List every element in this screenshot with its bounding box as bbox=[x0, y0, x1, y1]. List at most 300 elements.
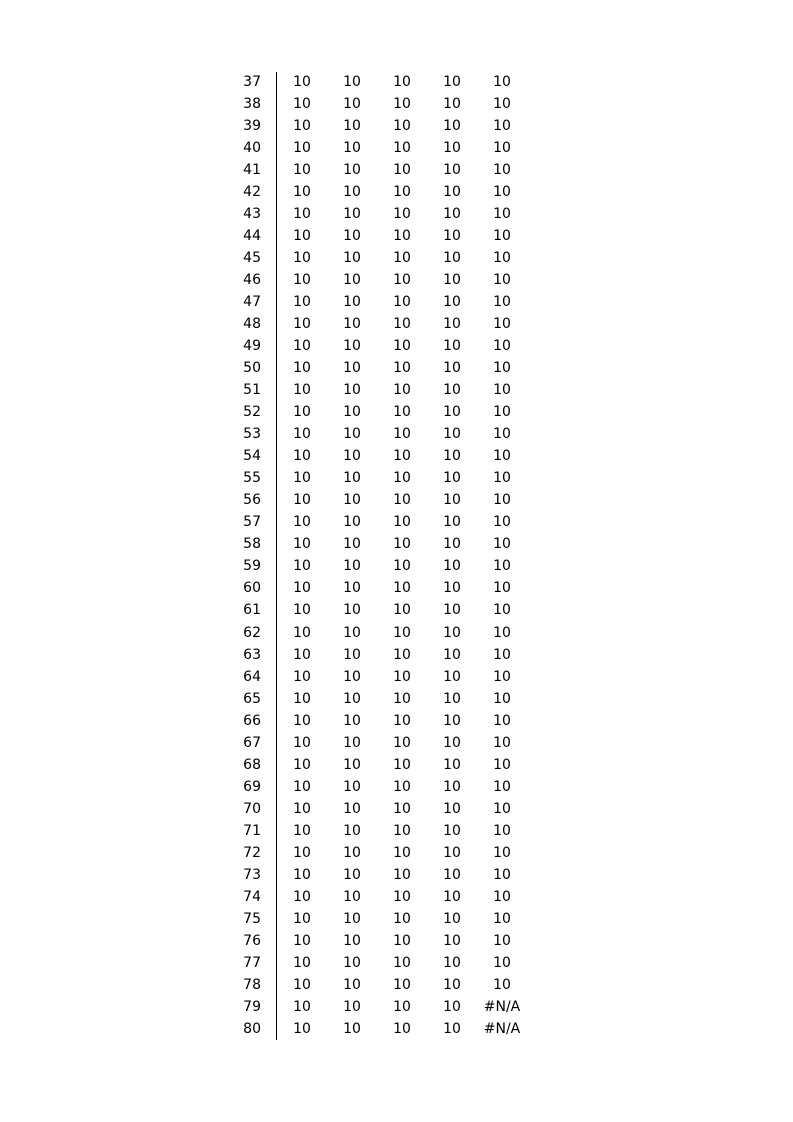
table-cell: 10 bbox=[343, 646, 361, 663]
table-cell: 10 bbox=[343, 74, 361, 90]
table-row bbox=[230, 269, 550, 291]
table-cell: 10 bbox=[393, 932, 411, 949]
table-cell: 10 bbox=[293, 96, 311, 113]
row-number: 73 bbox=[243, 866, 261, 883]
table-cell: 10 bbox=[443, 448, 461, 465]
row-number: 43 bbox=[243, 206, 261, 223]
row-number: 76 bbox=[243, 932, 261, 949]
table-cell: 10 bbox=[443, 800, 461, 817]
row-number: 72 bbox=[243, 844, 261, 861]
table-cell: 10 bbox=[343, 866, 361, 883]
table-row bbox=[230, 776, 550, 798]
table-row bbox=[230, 732, 550, 754]
table-cell: 10 bbox=[343, 118, 361, 135]
table-cell: 10 bbox=[343, 976, 361, 993]
table-cell: 10 bbox=[343, 734, 361, 751]
table-cell: 10 bbox=[343, 470, 361, 487]
row-number: 56 bbox=[243, 492, 261, 509]
table-cell: 10 bbox=[493, 668, 511, 685]
table-cell: 10 bbox=[493, 976, 511, 993]
table-cell: 10 bbox=[493, 822, 511, 839]
table-cell: 10 bbox=[293, 866, 311, 883]
row-number: 46 bbox=[243, 272, 261, 289]
table-cell: 10 bbox=[393, 844, 411, 861]
row-number: 79 bbox=[243, 998, 261, 1015]
row-number: 53 bbox=[243, 426, 261, 443]
table-cell: 10 bbox=[293, 602, 311, 619]
table-cell: 10 bbox=[293, 382, 311, 399]
table-cell: 10 bbox=[293, 932, 311, 949]
table-cell: 10 bbox=[493, 118, 511, 135]
table-cell: 10 bbox=[493, 888, 511, 905]
table-cell: 10 bbox=[393, 492, 411, 509]
table-cell: 10 bbox=[493, 316, 511, 333]
table-cell: 10 bbox=[293, 272, 311, 289]
row-number: 40 bbox=[243, 140, 261, 157]
table-cell: #N/A bbox=[483, 998, 521, 1015]
row-number: 69 bbox=[243, 778, 261, 795]
table-cell: 10 bbox=[493, 734, 511, 751]
table-cell: 10 bbox=[493, 184, 511, 201]
table-row bbox=[230, 974, 550, 996]
table-cell: 10 bbox=[393, 646, 411, 663]
table-row bbox=[230, 181, 550, 203]
table-row bbox=[230, 313, 550, 335]
table-cell: 10 bbox=[293, 734, 311, 751]
table-cell: 10 bbox=[443, 734, 461, 751]
table-cell: 10 bbox=[293, 844, 311, 861]
table-row bbox=[230, 401, 550, 423]
row-number: 70 bbox=[243, 800, 261, 817]
table-cell: 10 bbox=[393, 778, 411, 795]
table-cell: 10 bbox=[443, 316, 461, 333]
table-cell: 10 bbox=[393, 822, 411, 839]
table-cell: 10 bbox=[343, 580, 361, 597]
table-cell: 10 bbox=[443, 338, 461, 355]
table-cell: 10 bbox=[393, 624, 411, 641]
row-number: 66 bbox=[243, 712, 261, 729]
table-cell: 10 bbox=[343, 426, 361, 443]
table-cell: 10 bbox=[493, 800, 511, 817]
table-cell: 10 bbox=[293, 690, 311, 707]
table-row bbox=[230, 203, 550, 225]
table-cell: 10 bbox=[393, 998, 411, 1015]
table-cell: 10 bbox=[343, 932, 361, 949]
table-cell: 10 bbox=[293, 338, 311, 355]
table-cell: 10 bbox=[493, 910, 511, 927]
row-number: 62 bbox=[243, 624, 261, 641]
table-cell: 10 bbox=[343, 382, 361, 399]
table-cell: 10 bbox=[343, 162, 361, 179]
table-cell: 10 bbox=[393, 404, 411, 421]
table-cell: 10 bbox=[443, 404, 461, 421]
row-number: 37 bbox=[243, 74, 261, 90]
table-cell: 10 bbox=[443, 756, 461, 773]
table-row bbox=[230, 908, 550, 930]
table-cell: 10 bbox=[443, 954, 461, 971]
table-row bbox=[230, 511, 550, 533]
table-cell: 10 bbox=[293, 888, 311, 905]
table-cell: 10 bbox=[443, 294, 461, 311]
table-cell: 10 bbox=[443, 74, 461, 90]
table-cell: 10 bbox=[393, 140, 411, 157]
table-row bbox=[230, 159, 550, 181]
table-cell: 10 bbox=[343, 778, 361, 795]
table-cell: 10 bbox=[493, 558, 511, 575]
table-cell: 10 bbox=[493, 228, 511, 245]
row-number: 75 bbox=[243, 910, 261, 927]
table-cell: 10 bbox=[293, 998, 311, 1015]
table-cell: 10 bbox=[343, 404, 361, 421]
table-cell: 10 bbox=[393, 866, 411, 883]
table-cell: 10 bbox=[493, 690, 511, 707]
row-number: 80 bbox=[243, 1020, 261, 1037]
table-cell: 10 bbox=[443, 492, 461, 509]
table-cell: 10 bbox=[443, 536, 461, 553]
row-number: 58 bbox=[243, 536, 261, 553]
table-cell: 10 bbox=[293, 492, 311, 509]
row-number: 39 bbox=[243, 118, 261, 135]
table-cell: 10 bbox=[293, 250, 311, 267]
table-row bbox=[230, 754, 550, 776]
table-cell: 10 bbox=[293, 184, 311, 201]
table-cell: 10 bbox=[493, 250, 511, 267]
table-cell: 10 bbox=[343, 558, 361, 575]
table-row bbox=[230, 445, 550, 467]
table-cell: 10 bbox=[343, 338, 361, 355]
table-cell: 10 bbox=[443, 998, 461, 1015]
table-row bbox=[230, 423, 550, 445]
table-cell: 10 bbox=[393, 294, 411, 311]
table-cell: 10 bbox=[393, 734, 411, 751]
table-cell: 10 bbox=[443, 1020, 461, 1037]
table-cell: 10 bbox=[443, 602, 461, 619]
table-cell: 10 bbox=[393, 756, 411, 773]
table-cell: 10 bbox=[443, 184, 461, 201]
row-number: 55 bbox=[243, 470, 261, 487]
table-cell: 10 bbox=[443, 162, 461, 179]
table-cell: 10 bbox=[293, 426, 311, 443]
table-cell: 10 bbox=[493, 602, 511, 619]
table-row bbox=[230, 555, 550, 577]
table-row bbox=[230, 225, 550, 247]
table-cell: 10 bbox=[343, 492, 361, 509]
table-cell: 10 bbox=[293, 206, 311, 223]
table-cell: 10 bbox=[393, 316, 411, 333]
table-cell: 10 bbox=[393, 250, 411, 267]
table-cell: 10 bbox=[393, 228, 411, 245]
table-row bbox=[230, 489, 550, 511]
table-cell: 10 bbox=[493, 140, 511, 157]
table-cell: 10 bbox=[393, 558, 411, 575]
row-number: 52 bbox=[243, 404, 261, 421]
row-number: 59 bbox=[243, 558, 261, 575]
table-cell: 10 bbox=[343, 360, 361, 377]
table-cell: #N/A bbox=[483, 1020, 521, 1037]
table-cell: 10 bbox=[293, 514, 311, 531]
table-cell: 10 bbox=[443, 668, 461, 685]
table-row bbox=[230, 467, 550, 489]
table-cell: 10 bbox=[293, 976, 311, 993]
table-cell: 10 bbox=[343, 602, 361, 619]
table-cell: 10 bbox=[293, 580, 311, 597]
table-cell: 10 bbox=[343, 514, 361, 531]
table-cell: 10 bbox=[493, 294, 511, 311]
table-cell: 10 bbox=[493, 624, 511, 641]
table-cell: 10 bbox=[443, 140, 461, 157]
table-cell: 10 bbox=[293, 822, 311, 839]
table-cell: 10 bbox=[443, 228, 461, 245]
table-cell: 10 bbox=[293, 294, 311, 311]
table-cell: 10 bbox=[293, 316, 311, 333]
table-cell: 10 bbox=[343, 822, 361, 839]
table-cell: 10 bbox=[293, 910, 311, 927]
row-number: 65 bbox=[243, 690, 261, 707]
table-row bbox=[230, 533, 550, 555]
table-cell: 10 bbox=[393, 690, 411, 707]
table-cell: 10 bbox=[343, 140, 361, 157]
row-number: 67 bbox=[243, 734, 261, 751]
table-cell: 10 bbox=[293, 668, 311, 685]
table-cell: 10 bbox=[493, 404, 511, 421]
table-cell: 10 bbox=[343, 668, 361, 685]
table-cell: 10 bbox=[393, 206, 411, 223]
row-number: 41 bbox=[243, 162, 261, 179]
table-cell: 10 bbox=[293, 536, 311, 553]
table-cell: 10 bbox=[493, 360, 511, 377]
table-cell: 10 bbox=[293, 1020, 311, 1037]
table-cell: 10 bbox=[293, 558, 311, 575]
table-cell: 10 bbox=[343, 536, 361, 553]
table-row bbox=[230, 886, 550, 908]
table-row bbox=[230, 115, 550, 137]
table-cell: 10 bbox=[393, 910, 411, 927]
table-cell: 10 bbox=[343, 448, 361, 465]
row-number: 68 bbox=[243, 756, 261, 773]
table-cell: 10 bbox=[293, 228, 311, 245]
table-cell: 10 bbox=[493, 96, 511, 113]
table-row bbox=[230, 996, 550, 1018]
row-number: 61 bbox=[243, 602, 261, 619]
table-cell: 10 bbox=[393, 470, 411, 487]
table-cell: 10 bbox=[443, 514, 461, 531]
table-cell: 10 bbox=[293, 404, 311, 421]
row-number: 57 bbox=[243, 514, 261, 531]
table-cell: 10 bbox=[443, 470, 461, 487]
table-cell: 10 bbox=[443, 844, 461, 861]
table-cell: 10 bbox=[393, 360, 411, 377]
table-cell: 10 bbox=[393, 96, 411, 113]
table-row bbox=[230, 93, 550, 115]
table-cell: 10 bbox=[443, 580, 461, 597]
table-cell: 10 bbox=[393, 514, 411, 531]
table-row bbox=[230, 688, 550, 710]
table-row bbox=[230, 137, 550, 159]
table-cell: 10 bbox=[393, 272, 411, 289]
table-cell: 10 bbox=[343, 954, 361, 971]
row-number: 45 bbox=[243, 250, 261, 267]
table-cell: 10 bbox=[443, 866, 461, 883]
row-number: 54 bbox=[243, 448, 261, 465]
table-row bbox=[230, 379, 550, 401]
table-cell: 10 bbox=[393, 74, 411, 90]
table-cell: 10 bbox=[443, 712, 461, 729]
table-row bbox=[230, 842, 550, 864]
table-cell: 10 bbox=[493, 536, 511, 553]
table-cell: 10 bbox=[293, 470, 311, 487]
row-number: 47 bbox=[243, 294, 261, 311]
table-cell: 10 bbox=[393, 668, 411, 685]
table-cell: 10 bbox=[443, 250, 461, 267]
table-row bbox=[230, 644, 550, 666]
table-cell: 10 bbox=[493, 514, 511, 531]
table-cell: 10 bbox=[393, 1020, 411, 1037]
table-cell: 10 bbox=[443, 118, 461, 135]
table-cell: 10 bbox=[493, 338, 511, 355]
table-cell: 10 bbox=[343, 910, 361, 927]
row-number: 42 bbox=[243, 184, 261, 201]
table-cell: 10 bbox=[343, 250, 361, 267]
table-row bbox=[230, 798, 550, 820]
table-cell: 10 bbox=[293, 954, 311, 971]
table-cell: 10 bbox=[393, 338, 411, 355]
table-cell: 10 bbox=[343, 96, 361, 113]
table-cell: 10 bbox=[393, 426, 411, 443]
table-cell: 10 bbox=[393, 184, 411, 201]
table-cell: 10 bbox=[293, 778, 311, 795]
table-cell: 10 bbox=[293, 624, 311, 641]
table-row bbox=[230, 864, 550, 886]
row-number: 38 bbox=[243, 96, 261, 113]
table-cell: 10 bbox=[343, 316, 361, 333]
table-row bbox=[230, 335, 550, 357]
table-row bbox=[230, 599, 550, 621]
table-cell: 10 bbox=[393, 888, 411, 905]
row-number: 64 bbox=[243, 668, 261, 685]
table-row bbox=[230, 666, 550, 688]
table-cell: 10 bbox=[343, 888, 361, 905]
table-cell: 10 bbox=[493, 382, 511, 399]
table-row bbox=[230, 710, 550, 732]
row-number: 50 bbox=[243, 360, 261, 377]
table-cell: 10 bbox=[493, 448, 511, 465]
table-cell: 10 bbox=[343, 294, 361, 311]
table-cell: 10 bbox=[293, 646, 311, 663]
table-cell: 10 bbox=[293, 712, 311, 729]
table-cell: 10 bbox=[393, 800, 411, 817]
table-cell: 10 bbox=[293, 162, 311, 179]
table-cell: 10 bbox=[343, 756, 361, 773]
table-cell: 10 bbox=[443, 932, 461, 949]
table-cell: 10 bbox=[443, 96, 461, 113]
table-row bbox=[230, 622, 550, 644]
table-cell: 10 bbox=[443, 382, 461, 399]
table-cell: 10 bbox=[293, 448, 311, 465]
table-cell: 10 bbox=[343, 690, 361, 707]
table-cell: 10 bbox=[493, 74, 511, 90]
table-cell: 10 bbox=[393, 536, 411, 553]
table-cell: 10 bbox=[443, 272, 461, 289]
table-row bbox=[230, 291, 550, 313]
table-cell: 10 bbox=[443, 822, 461, 839]
table-cell: 10 bbox=[443, 558, 461, 575]
table-cell: 10 bbox=[493, 272, 511, 289]
row-number: 60 bbox=[243, 580, 261, 597]
table-cell: 10 bbox=[293, 74, 311, 90]
table-cell: 10 bbox=[493, 646, 511, 663]
table-cell: 10 bbox=[443, 426, 461, 443]
row-number: 77 bbox=[243, 954, 261, 971]
table-row bbox=[230, 930, 550, 952]
table-cell: 10 bbox=[343, 1020, 361, 1037]
table-cell: 10 bbox=[343, 624, 361, 641]
table-cell: 10 bbox=[343, 998, 361, 1015]
table-cell: 10 bbox=[343, 844, 361, 861]
table-cell: 10 bbox=[393, 712, 411, 729]
table-cell: 10 bbox=[393, 976, 411, 993]
table-cell: 10 bbox=[393, 580, 411, 597]
table-row bbox=[230, 71, 550, 93]
row-number: 63 bbox=[243, 646, 261, 663]
table-row bbox=[230, 820, 550, 842]
table-cell: 10 bbox=[493, 470, 511, 487]
table-cell: 10 bbox=[443, 888, 461, 905]
table-cell: 10 bbox=[493, 866, 511, 883]
table-cell: 10 bbox=[343, 184, 361, 201]
table-cell: 10 bbox=[343, 272, 361, 289]
row-number: 49 bbox=[243, 338, 261, 355]
table-cell: 10 bbox=[493, 844, 511, 861]
table-cell: 10 bbox=[393, 162, 411, 179]
table-cell: 10 bbox=[443, 206, 461, 223]
row-number: 71 bbox=[243, 822, 261, 839]
row-number: 78 bbox=[243, 976, 261, 993]
table-cell: 10 bbox=[493, 206, 511, 223]
row-number: 44 bbox=[243, 228, 261, 245]
table-cell: 10 bbox=[393, 118, 411, 135]
table-cell: 10 bbox=[493, 162, 511, 179]
table-cell: 10 bbox=[443, 910, 461, 927]
table-cell: 10 bbox=[343, 800, 361, 817]
table-cell: 10 bbox=[443, 360, 461, 377]
table-cell: 10 bbox=[493, 712, 511, 729]
table-cell: 10 bbox=[443, 624, 461, 641]
table-cell: 10 bbox=[493, 932, 511, 949]
table-cell: 10 bbox=[293, 800, 311, 817]
row-number: 51 bbox=[243, 382, 261, 399]
table-cell: 10 bbox=[293, 360, 311, 377]
table-cell: 10 bbox=[343, 712, 361, 729]
table-cell: 10 bbox=[343, 228, 361, 245]
table-cell: 10 bbox=[443, 646, 461, 663]
table-cell: 10 bbox=[443, 976, 461, 993]
table-cell: 10 bbox=[493, 954, 511, 971]
table-row bbox=[230, 247, 550, 269]
table-cell: 10 bbox=[393, 382, 411, 399]
table-cell: 10 bbox=[493, 778, 511, 795]
table-cell: 10 bbox=[443, 778, 461, 795]
table-cell: 10 bbox=[393, 448, 411, 465]
table-cell: 10 bbox=[343, 206, 361, 223]
table-cell: 10 bbox=[393, 954, 411, 971]
table-row bbox=[230, 1018, 550, 1040]
table-cell: 10 bbox=[493, 756, 511, 773]
table-cell: 10 bbox=[393, 602, 411, 619]
table-cell: 10 bbox=[493, 492, 511, 509]
table-row bbox=[230, 577, 550, 599]
row-number: 74 bbox=[243, 888, 261, 905]
table-row bbox=[230, 952, 550, 974]
